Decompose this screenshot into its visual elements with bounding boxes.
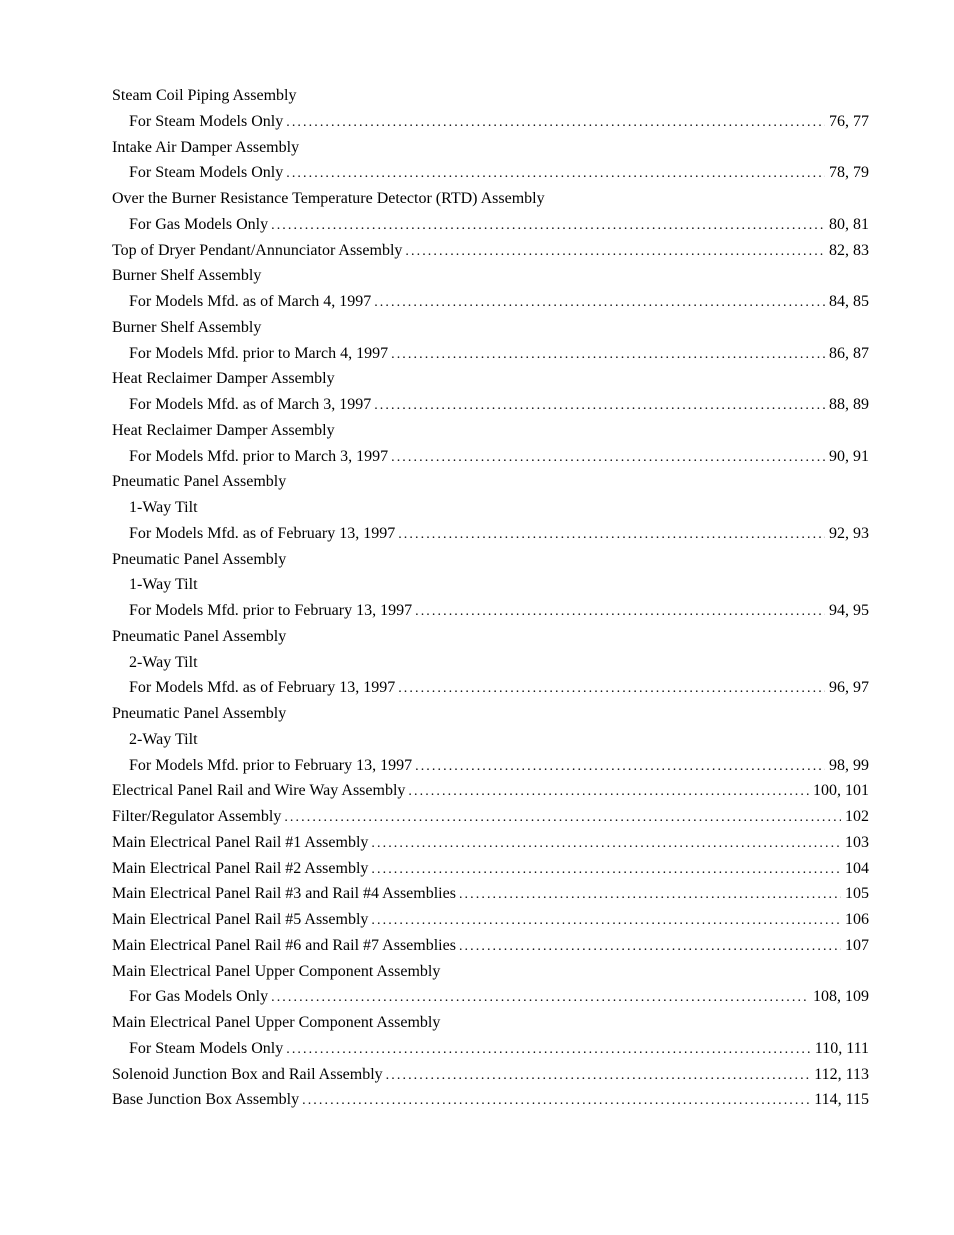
toc-entry-title: For Steam Models Only [129,112,284,130]
dot-leader [286,1037,811,1063]
toc-entry-title: Main Electrical Panel Rail #1 Assembly [112,833,369,851]
toc-heading [112,83,869,109]
toc-page-numbers: 103 [845,833,869,851]
toc-heading [112,263,869,289]
toc-entry[interactable] [112,598,869,624]
toc-entry-title: Solenoid Junction Box and Rail Assembly [112,1065,383,1083]
toc-entry-title: For Steam Models Only [129,164,284,182]
dot-leader [408,779,809,805]
dot-leader [405,239,825,265]
toc-entry[interactable] [112,907,869,933]
toc-entry-title: For Gas Models Only [129,988,269,1006]
toc-page-numbers: 98, 99 [829,756,869,774]
toc-entry-title: For Steam Models Only [129,1039,284,1057]
toc-entry-title: Main Electrical Panel Rail #5 Assembly [112,911,369,928]
toc-page-numbers: 78, 79 [829,164,869,182]
toc-entry-title: Main Electrical Panel Rail #6 and Rail #7 Assemblies [112,936,456,954]
toc-subheading [112,727,869,753]
toc-entry[interactable] [112,212,869,238]
toc-entry-title: Heat Reclaimer Damper Assembly [112,421,335,439]
toc-entry[interactable] [112,778,869,804]
toc-page-numbers: 100, 101 [813,782,869,800]
toc-entry-title: Main Electrical Panel Rail #3 and Rail #4 Assemblies [112,885,456,903]
dot-leader [374,290,825,316]
toc-entry-title: For Models Mfd. prior to March 3, 1997 [129,447,389,465]
toc-heading [112,315,869,341]
toc-entry-title: Intake Air Damper Assembly [112,138,300,156]
toc-entry-title: For Models Mfd. as of March 3, 1997 [129,396,372,413]
toc-page-numbers: 88, 89 [829,396,869,413]
toc-entry[interactable] [112,1087,869,1113]
toc-entry[interactable] [112,392,869,418]
toc-page-numbers: 84, 85 [829,293,869,310]
toc-entry-title: For Models Mfd. as of February 13, 1997 [129,679,396,697]
toc-page-numbers: 76, 77 [829,112,869,130]
toc-entry-title: For Models Mfd. as of February 13, 1997 [129,524,396,542]
toc-entry-title: Pneumatic Panel Assembly [112,550,287,568]
toc-entry[interactable] [112,881,869,907]
toc-entry-title: Pneumatic Panel Assembly [112,473,287,491]
toc-entry-title: Main Electrical Panel Upper Component Assembly [112,1014,441,1031]
toc-heading [112,418,869,444]
toc-heading [112,366,869,392]
toc-heading [112,135,869,161]
toc-entry-title: Filter/Regulator Assembly [112,808,282,825]
toc-subheading [112,650,869,676]
toc-page-numbers: 106 [845,911,869,928]
dot-leader [371,908,841,934]
toc-entry[interactable] [112,933,869,959]
toc-entry-title: Electrical Panel Rail and Wire Way Assembly [112,782,406,800]
toc-entry-title: Heat Reclaimer Damper Assembly [112,370,335,388]
toc-entry-title: 1-Way Tilt [129,499,198,516]
toc-entry-title: Pneumatic Panel Assembly [112,627,287,645]
toc-page-numbers: 86, 87 [829,344,869,362]
dot-leader [391,342,825,368]
toc-entry-title: Pneumatic Panel Assembly [112,705,287,722]
dot-leader [398,522,825,548]
toc-entry-title: Main Electrical Panel Rail #2 Assembly [112,859,369,877]
toc-entry[interactable] [112,1062,869,1088]
toc-entry[interactable] [112,238,869,264]
toc-entry[interactable] [112,984,869,1010]
toc-entry[interactable] [112,521,869,547]
toc-entry[interactable] [112,753,869,779]
toc-page-numbers: 92, 93 [829,524,869,542]
toc-page-numbers: 104 [845,859,869,877]
toc-entry[interactable] [112,109,869,135]
dot-leader [271,985,809,1011]
dot-leader [371,857,841,883]
toc-entry[interactable] [112,160,869,186]
toc-page-numbers: 112, 113 [814,1065,869,1083]
toc-entry[interactable] [112,444,869,470]
toc-entry[interactable] [112,675,869,701]
dot-leader [459,934,841,960]
toc-entry-title: 1-Way Tilt [129,576,198,594]
toc-entry-title: Burner Shelf Assembly [112,267,262,285]
toc-entry[interactable] [112,289,869,315]
toc-entry[interactable] [112,830,869,856]
toc-entry-title: Over the Burner Resistance Temperature Detector (RTD) Assembly [112,190,545,207]
toc-entry-title: Top of Dryer Pendant/Annunciator Assembly [112,241,403,259]
dot-leader [415,599,825,625]
toc-entry-title: Burner Shelf Assembly [112,318,262,336]
toc-page-numbers: 94, 95 [829,602,869,619]
toc-page-numbers: 110, 111 [814,1039,869,1057]
dot-leader [415,754,825,780]
toc-subheading [112,495,869,521]
toc-page-numbers: 90, 91 [829,447,869,465]
toc-entry-title: For Models Mfd. as of March 4, 1997 [129,293,372,310]
dot-leader [386,1063,811,1089]
toc-entry-title: For Models Mfd. prior to February 13, 1997 [129,756,413,774]
toc-entry[interactable] [112,804,869,830]
toc-entry-title: For Models Mfd. prior to February 13, 1997 [129,602,413,619]
toc-heading [112,624,869,650]
toc-heading [112,701,869,727]
toc-subheading [112,572,869,598]
toc-heading [112,1010,869,1036]
toc-entry[interactable] [112,856,869,882]
toc-page-numbers: 105 [845,885,869,903]
toc-entry-title: For Gas Models Only [129,215,269,233]
toc-entry-title: Main Electrical Panel Upper Component Assembly [112,962,441,980]
toc-page-numbers: 107 [845,936,869,954]
dot-leader [302,1088,810,1114]
toc-entry-title: 2-Way Tilt [129,730,198,748]
toc-entry[interactable] [112,1036,869,1062]
toc-heading [112,186,869,212]
toc-page-numbers: 82, 83 [829,241,869,259]
dot-leader [374,393,825,419]
toc-entry-title: 2-Way Tilt [129,653,198,671]
toc-entry-title: For Models Mfd. prior to March 4, 1997 [129,344,389,362]
toc-entry[interactable] [112,341,869,367]
dot-leader [284,805,841,831]
dot-leader [271,213,825,239]
toc-page-numbers: 96, 97 [829,679,869,697]
toc-page-numbers: 102 [845,808,869,825]
toc-heading [112,469,869,495]
toc-heading [112,547,869,573]
toc-page-numbers: 80, 81 [829,215,869,233]
dot-leader [391,445,825,471]
dot-leader [286,161,825,187]
dot-leader [459,882,841,908]
toc-page-numbers: 114, 115 [814,1091,869,1109]
dot-leader [398,676,825,702]
toc-entry-title: Steam Coil Piping Assembly [112,87,297,104]
toc-entry-title: Base Junction Box Assembly [112,1091,300,1109]
dot-leader [286,110,825,136]
toc-page-numbers: 108, 109 [813,988,869,1006]
toc-heading [112,959,869,985]
dot-leader [371,831,841,857]
table-of-contents [112,83,869,1113]
